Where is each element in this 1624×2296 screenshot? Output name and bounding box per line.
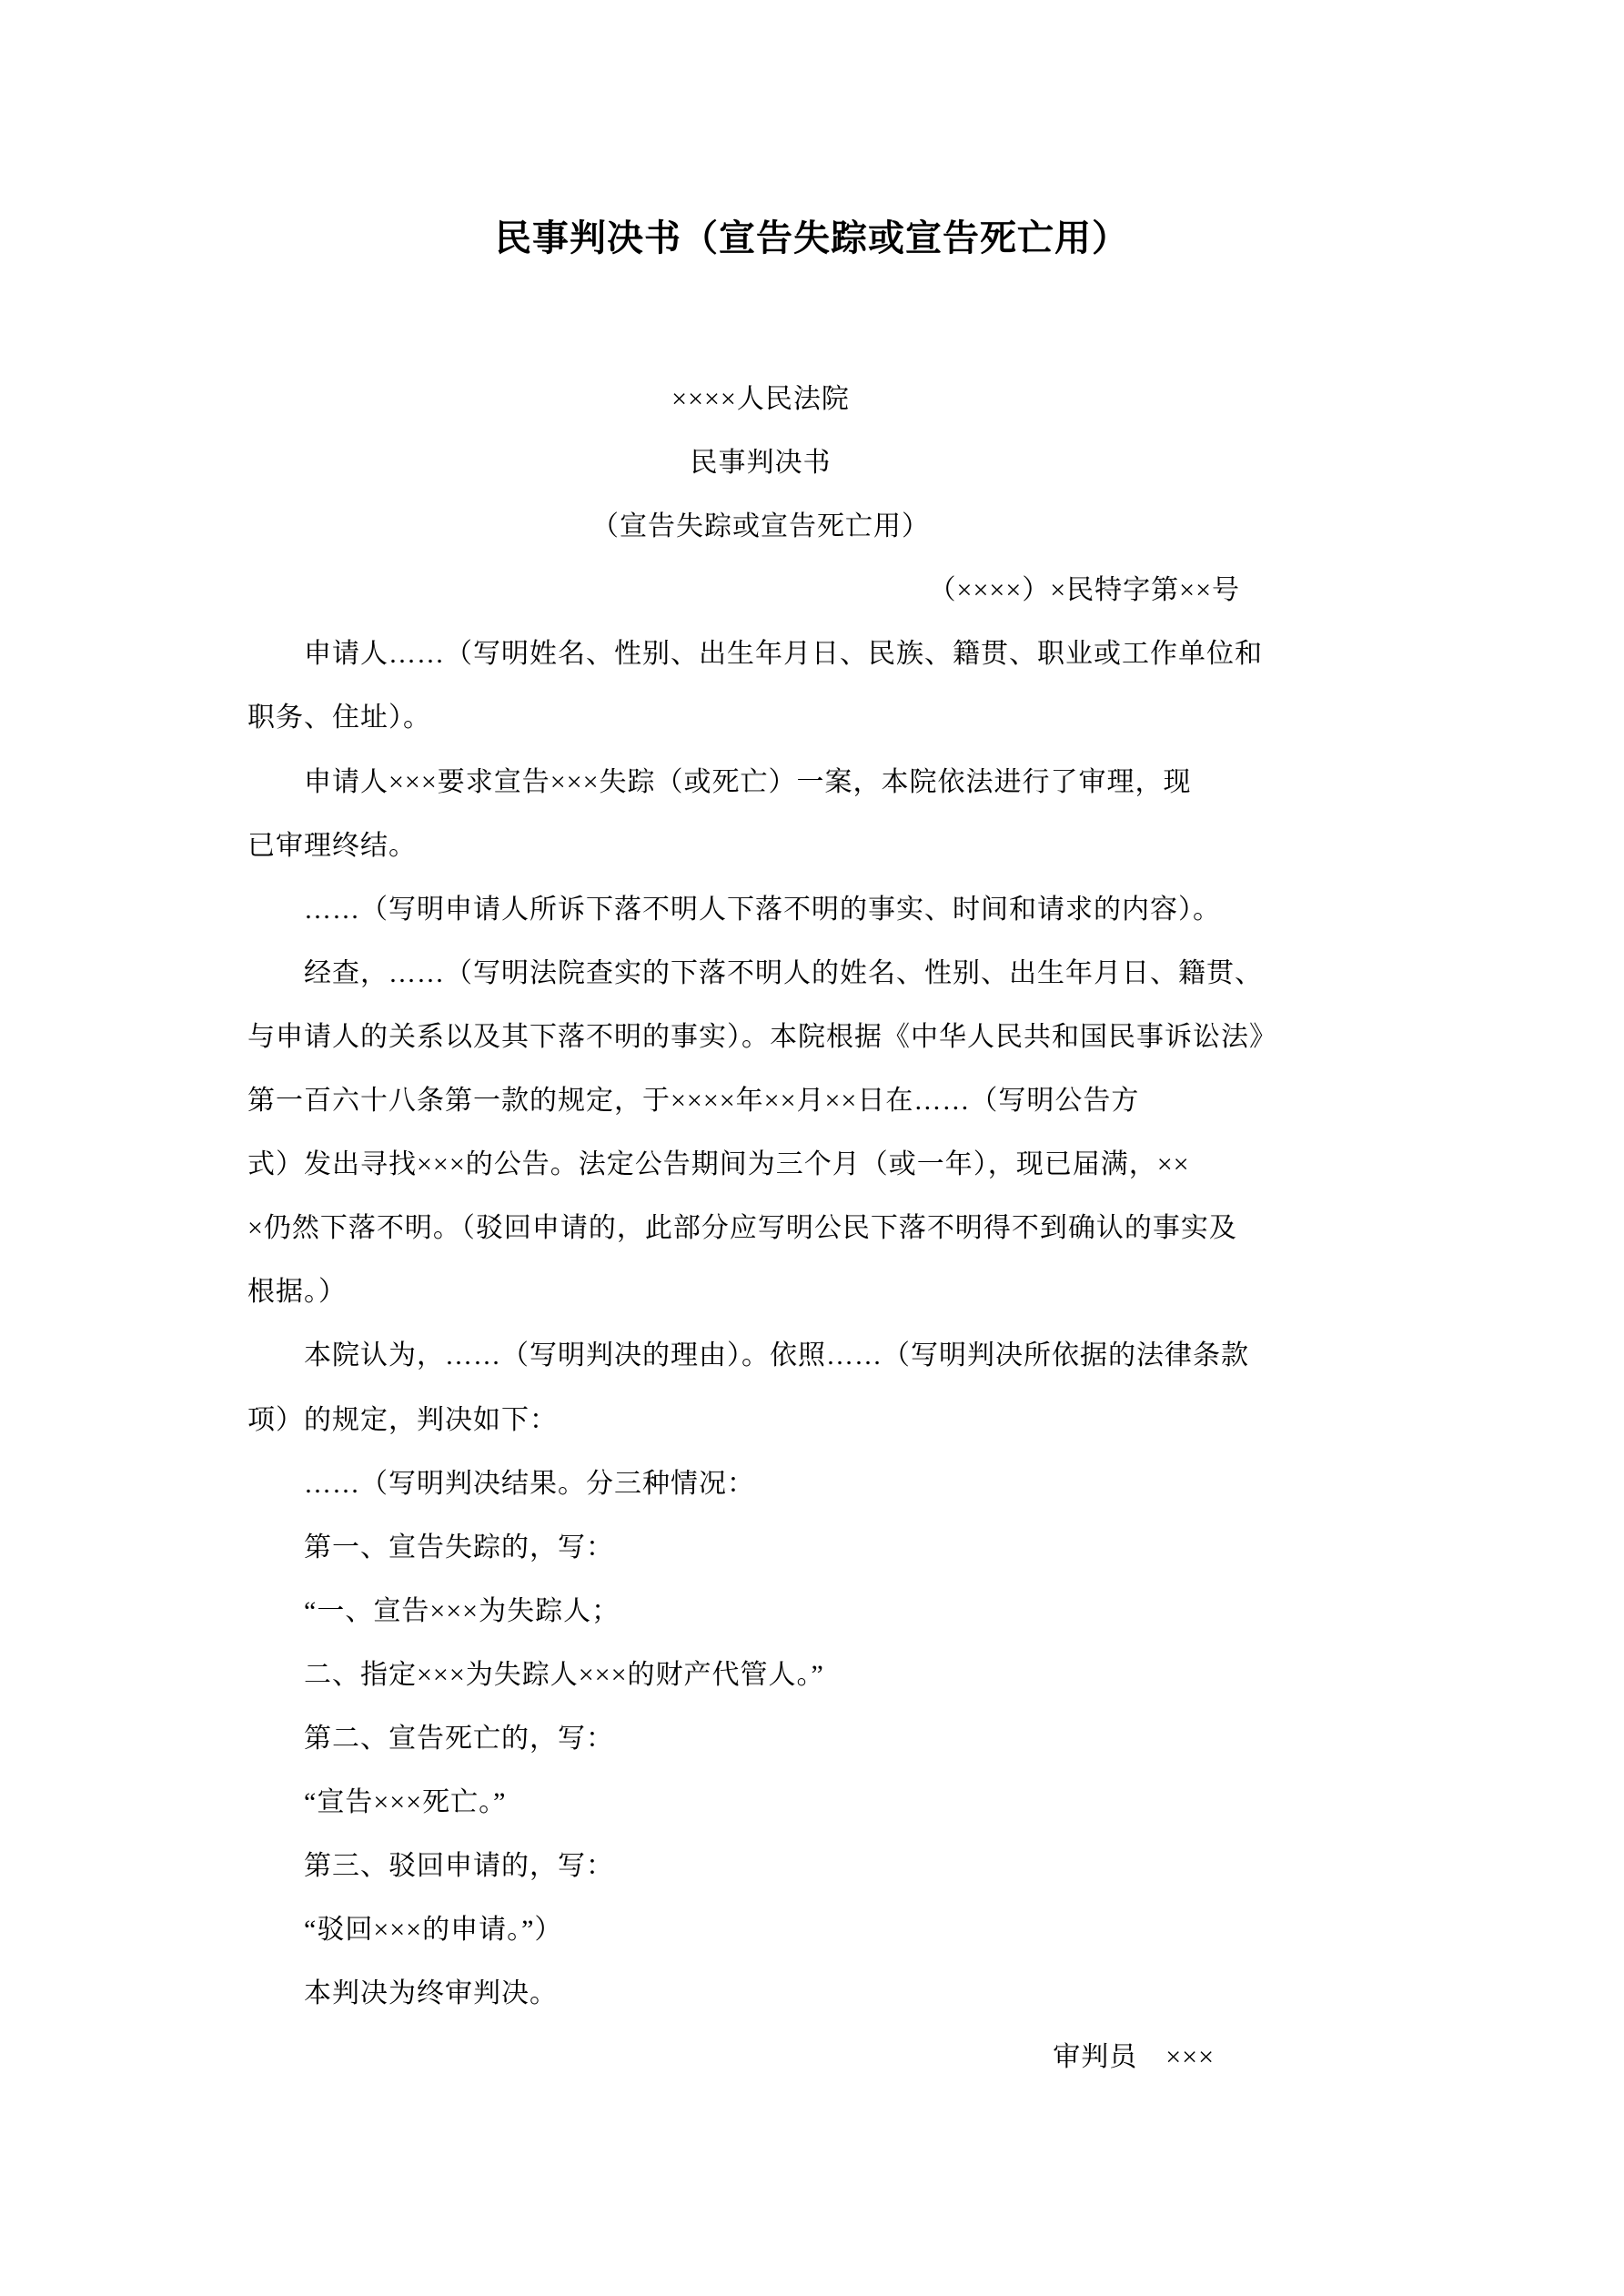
document-line: 职务、住址）。 xyxy=(247,703,431,733)
document-line: 已审理终结。 xyxy=(247,830,417,861)
document-line: 项）的规定，判决如下： xyxy=(247,1404,558,1435)
document-line: 申请人……（写明姓名、性别、出生年月日、民族、籍贯、职业或工作单位和 xyxy=(304,639,1263,670)
court-name-line: ××××人民法院 xyxy=(671,384,850,414)
document-line: 经查，……（写明法院查实的下落不明人的姓名、性别、出生年月日、籍贯、 xyxy=(304,957,1263,988)
document-line: ×仍然下落不明。（驳回申请的，此部分应写明公民下落不明得不到确认的事实及 xyxy=(247,1213,1237,1244)
document-line: 式）发出寻找×××的公告。法定公告期间为三个月（或一年），现已届满，×× xyxy=(247,1149,1190,1180)
case-number-line: （××××）×民特字第××号 xyxy=(928,575,1240,606)
document-body xyxy=(247,368,1277,2090)
judge-signature-line: 审判员 ××× xyxy=(1053,2042,1215,2073)
document-line: 第三、驳回申请的，写： xyxy=(304,1851,614,1882)
document-line: 根据。） xyxy=(247,1277,347,1308)
document-line: 二、指定×××为失踪人×××的财产代管人。” xyxy=(304,1659,824,1690)
document-line: 本院认为，……（写明判决的理由）。依照……（写明判决所依据的法律条款 xyxy=(304,1340,1249,1371)
document-line: ……（写明申请人所诉下落不明人下落不明的事实、时间和请求的内容）。 xyxy=(304,894,1221,925)
document-line: “宣告×××死亡。” xyxy=(304,1787,507,1818)
document-line: “驳回×××的申请。”） xyxy=(304,1915,563,1946)
doc-type-line: 民事判决书 xyxy=(690,448,832,479)
document-line: 第一、宣告失踪的，写： xyxy=(304,1532,614,1563)
page-title: 民事判决书（宣告失踪或宣告死亡用） xyxy=(495,217,1129,258)
document-line: 申请人×××要求宣告×××失踪（或死亡）一案，本院依法进行了审理，现 xyxy=(304,766,1192,797)
document-line: ……（写明判决结果。分三种情况： xyxy=(304,1468,755,1499)
doc-subtype-line: （宣告失踪或宣告死亡用） xyxy=(591,511,930,542)
document-line: “一、宣告×××为失踪人； xyxy=(304,1595,620,1626)
document-line: 与申请人的关系以及其下落不明的事实）。本院根据《中华人民共和国民事诉讼法》 xyxy=(247,1021,1277,1052)
document-line: 第二、宣告死亡的，写： xyxy=(304,1723,614,1754)
document-line: 本判决为终审判决。 xyxy=(304,1978,558,2009)
document-line: 第一百六十八条第一款的规定，于××××年××月××日在……（写明公告方 xyxy=(247,1086,1140,1117)
